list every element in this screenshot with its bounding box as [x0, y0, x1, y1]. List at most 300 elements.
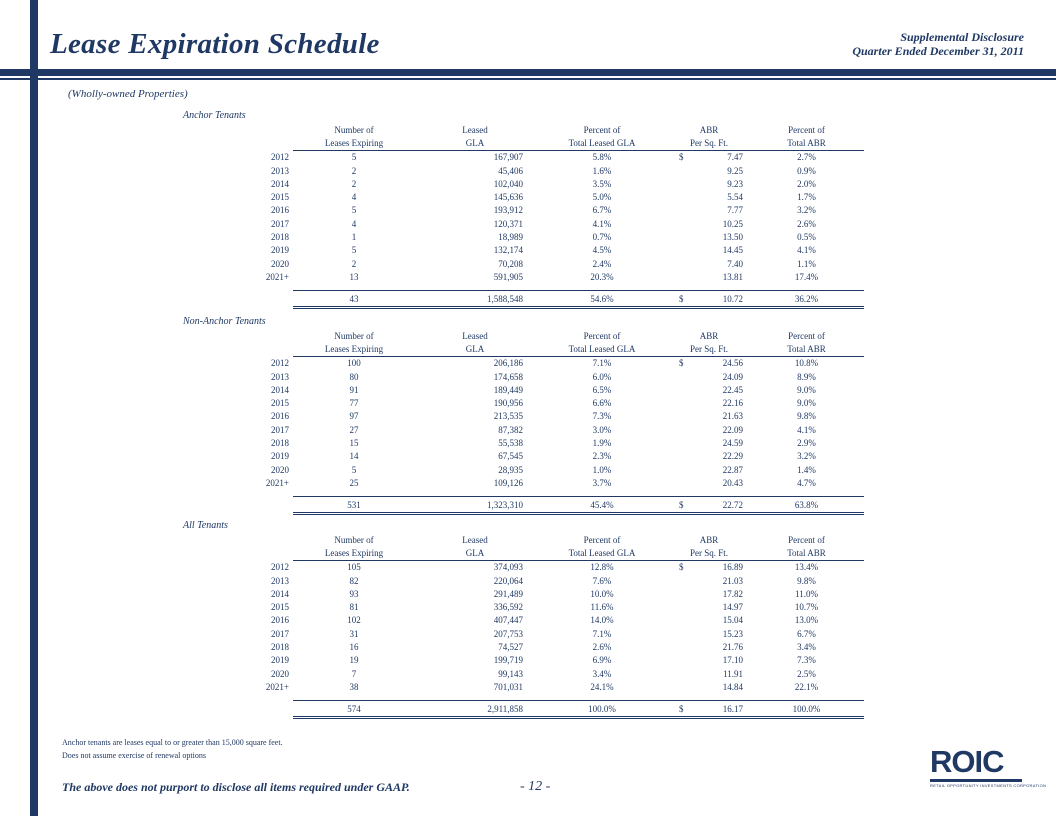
gla-cell: 220,064: [493, 575, 523, 586]
leases-cell: 16: [349, 642, 359, 653]
gla-cell: 199,719: [493, 655, 523, 666]
gla-cell: 407,447: [493, 615, 523, 626]
table-row: [183, 204, 864, 217]
currency-symbol: $: [679, 704, 684, 715]
total-gla: 1,323,310: [415, 496, 535, 513]
leases-cell: 7: [351, 668, 357, 679]
abr-cell: [669, 627, 749, 640]
gla-cell: 28,935: [498, 464, 523, 475]
table-row: [183, 230, 864, 243]
abr-cell: [669, 257, 749, 270]
tot-cell: 17.4%: [794, 271, 819, 282]
abr-value: 22.16: [722, 398, 743, 409]
pct-cell: 3.7%: [592, 477, 612, 488]
gla-cell: 174,658: [493, 371, 523, 382]
leases-header: Leases Expiring: [293, 136, 415, 150]
header-row: [183, 342, 864, 356]
header-row: [183, 329, 864, 342]
tot-cell: 3.2%: [797, 205, 816, 216]
gla-cell: 18,989: [498, 232, 523, 243]
table-row: [183, 587, 864, 600]
pct-header: Percent of: [583, 534, 621, 545]
year-cell: 2016: [271, 411, 289, 422]
table-row: [183, 270, 864, 283]
tot-cell: 4.1%: [797, 424, 816, 435]
table-row: [183, 667, 864, 680]
abr-value: 16.17: [722, 704, 743, 715]
leases-header: Leases Expiring: [293, 342, 415, 356]
year-header: [183, 136, 293, 150]
year-cell: 2021+: [265, 681, 289, 692]
year-header: [183, 123, 293, 136]
gla-cell: 336,592: [493, 602, 523, 613]
tot-header: Total ABR: [749, 342, 864, 356]
section-label: Non-Anchor Tenants: [183, 316, 266, 327]
abr-value: 17.82: [722, 588, 743, 599]
abr-cell: [669, 164, 749, 177]
table-row: [183, 640, 864, 653]
abr-header: ABR: [699, 330, 719, 341]
tot-cell: 2.6%: [797, 218, 816, 229]
leases-cell: 19: [349, 655, 359, 666]
tot-cell: 2.9%: [797, 438, 816, 449]
tot-cell: 4.1%: [797, 245, 816, 256]
pct-cell: 1.9%: [592, 438, 612, 449]
pct-cell: 1.6%: [592, 165, 612, 176]
leases-cell: 80: [349, 371, 359, 382]
abr-value: 17.10: [722, 655, 743, 666]
abr-cell: [669, 410, 749, 423]
abr-cell: [669, 614, 749, 627]
year-cell: 2015: [271, 398, 289, 409]
gla-header: GLA: [415, 136, 535, 150]
gla-cell: 55,538: [498, 438, 523, 449]
abr-value: 15.04: [722, 615, 743, 626]
pct-cell: 10.0%: [590, 588, 614, 599]
tot-cell: 13.4%: [794, 562, 819, 573]
abr-cell: [669, 587, 749, 600]
gla-cell: 167,907: [493, 152, 523, 163]
leases-cell: 2: [351, 258, 357, 269]
abr-value: 16.89: [722, 562, 743, 573]
gla-cell: 193,912: [493, 205, 523, 216]
table-row: [183, 560, 864, 574]
table-row: [183, 396, 864, 409]
supplemental-label: Supplemental Disclosure: [900, 30, 1024, 44]
abr-value: 14.97: [722, 602, 743, 613]
abr-header: Per Sq. Ft.: [669, 546, 749, 560]
abr-value: 9.23: [727, 178, 743, 189]
footnotes: [62, 736, 283, 762]
pct-cell: 2.3%: [592, 451, 612, 462]
leases-cell: 1: [351, 232, 357, 243]
abr-cell: [669, 463, 749, 476]
leases-cell: 4: [351, 218, 357, 229]
table-row: [183, 150, 864, 164]
pct-cell: 3.4%: [592, 668, 612, 679]
gla-cell: 207,753: [493, 628, 523, 639]
year-cell: 2013: [271, 165, 289, 176]
year-cell: 2012: [271, 561, 289, 572]
total-row: [183, 700, 864, 717]
tot-cell: 9.0%: [797, 398, 816, 409]
table-row: [183, 164, 864, 177]
leases-cell: 25: [349, 477, 359, 488]
abr-value: 7.47: [727, 152, 743, 163]
year-cell: 2019: [271, 245, 289, 256]
leases-header: Leases Expiring: [293, 546, 415, 560]
table-row: [183, 627, 864, 640]
header-right: [852, 30, 1024, 58]
tot-cell: 9.0%: [797, 384, 816, 395]
tot-cell: 10.7%: [794, 602, 819, 613]
year-cell: 2017: [271, 218, 289, 229]
subtitle: (Wholly-owned Properties): [68, 88, 188, 100]
abr-cell: [669, 600, 749, 613]
leases-cell: 97: [349, 411, 359, 422]
logo-wordmark: ROIC: [930, 744, 1004, 779]
pct-cell: 6.0%: [592, 371, 612, 382]
left-accent-bar: [30, 0, 38, 816]
table-row: [183, 423, 864, 436]
abr-cell: [669, 177, 749, 190]
gla-cell: 120,371: [493, 218, 523, 229]
leases-cell: 4: [351, 192, 357, 203]
tot-cell: 11.0%: [795, 588, 818, 599]
abr-header: Per Sq. Ft.: [669, 136, 749, 150]
year-cell: 2017: [271, 628, 289, 639]
abr-cell: [669, 217, 749, 230]
abr-value: 24.59: [722, 438, 743, 449]
total-tot: 36.2%: [749, 290, 864, 307]
total-gla: 1,588,548: [415, 290, 535, 307]
page-number: - 12 -: [520, 779, 551, 794]
footnote: Anchor tenants are leases equal to or greater than 15,000 square feet.: [62, 738, 283, 747]
abr-value: 9.25: [727, 165, 743, 176]
abr-cell: [669, 150, 749, 164]
table-row: [183, 654, 864, 667]
abr-value: 22.09: [722, 424, 743, 435]
tot-cell: 1.4%: [797, 464, 816, 475]
leases-header: Number of: [334, 124, 374, 135]
gla-cell: 291,489: [493, 588, 523, 599]
pct-cell: 6.7%: [592, 205, 612, 216]
pct-cell: 6.6%: [592, 398, 612, 409]
tot-cell: 1.1%: [797, 258, 816, 269]
gla-cell: 189,449: [493, 384, 523, 395]
pct-cell: 24.1%: [590, 681, 614, 692]
lease-table: [183, 123, 864, 309]
gla-cell: 206,186: [493, 358, 523, 369]
section-label: Anchor Tenants: [183, 110, 246, 121]
abr-value: 5.54: [727, 192, 743, 203]
pct-cell: 6.5%: [592, 384, 612, 395]
leases-cell: 100: [347, 358, 361, 369]
tot-cell: 9.8%: [797, 411, 816, 422]
section-non-anchor: [183, 316, 883, 515]
tot-cell: 13.0%: [794, 615, 819, 626]
gla-header: GLA: [415, 342, 535, 356]
header-row: [183, 123, 864, 136]
tot-cell: 9.8%: [797, 575, 816, 586]
abr-cell: [669, 356, 749, 370]
leases-cell: 5: [351, 245, 357, 256]
abr-cell: [669, 370, 749, 383]
abr-cell: [669, 204, 749, 217]
abr-cell: [669, 396, 749, 409]
currency-symbol: $: [679, 152, 684, 163]
leases-cell: 2: [351, 165, 357, 176]
gla-cell: 99,143: [498, 668, 523, 679]
logo-rule: [930, 779, 1022, 782]
tot-header: Percent of: [788, 534, 825, 545]
leases-cell: 77: [349, 398, 359, 409]
abr-value: 22.45: [722, 384, 743, 395]
gla-cell: 213,535: [493, 411, 523, 422]
abr-value: 24.09: [722, 371, 743, 382]
table-row: [183, 476, 864, 489]
pct-cell: 12.8%: [590, 562, 614, 573]
table-row: [183, 383, 864, 396]
table-row: [183, 450, 864, 463]
pct-cell: 1.0%: [592, 464, 612, 475]
leases-cell: 38: [349, 681, 359, 692]
abr-cell: [669, 680, 749, 693]
tot-cell: 2.5%: [797, 668, 816, 679]
gla-cell: 45,406: [498, 165, 523, 176]
gla-cell: 70,208: [498, 258, 523, 269]
abr-value: 10.72: [722, 294, 743, 305]
total-row: [183, 496, 864, 513]
table-row: [183, 257, 864, 270]
gla-cell: 109,126: [493, 477, 523, 488]
year-header: [183, 533, 293, 546]
abr-cell: [669, 244, 749, 257]
table-row: [183, 244, 864, 257]
abr-value: 10.25: [722, 218, 743, 229]
tot-cell: 0.5%: [797, 232, 816, 243]
pct-cell: 4.1%: [592, 218, 612, 229]
abr-cell: [669, 476, 749, 489]
gla-cell: 102,040: [493, 178, 523, 189]
table-row: [183, 436, 864, 449]
total-abr: [669, 496, 749, 513]
table-row: [183, 600, 864, 613]
abr-value: 22.87: [722, 464, 743, 475]
tot-cell: 2.7%: [797, 152, 816, 163]
year-cell: 2013: [271, 371, 289, 382]
currency-symbol: $: [679, 500, 684, 511]
gla-header: Leased: [462, 330, 488, 341]
abr-value: 7.40: [727, 258, 743, 269]
header-row: [183, 533, 864, 546]
leases-cell: 31: [349, 628, 359, 639]
year-cell: 2019: [271, 451, 289, 462]
leases-cell: 2: [351, 178, 357, 189]
quarter-label: Quarter Ended December 31, 2011: [852, 44, 1024, 58]
pct-header: Total Leased GLA: [535, 546, 669, 560]
pct-cell: 2.6%: [592, 642, 612, 653]
gla-header: Leased: [462, 124, 488, 135]
leases-cell: 105: [347, 562, 361, 573]
abr-value: 15.23: [722, 628, 743, 639]
leases-cell: 14: [349, 451, 359, 462]
abr-value: 13.81: [722, 271, 743, 282]
gla-cell: 132,174: [493, 245, 523, 256]
year-cell: 2018: [271, 438, 289, 449]
roic-logo: [930, 744, 1047, 790]
pct-cell: 11.6%: [590, 602, 614, 613]
abr-cell: [669, 230, 749, 243]
abr-cell: [669, 450, 749, 463]
abr-value: 11.91: [723, 668, 743, 679]
gaap-disclaimer: The above does not purport to disclose all items required under GAAP.: [62, 780, 410, 794]
pct-header: Percent of: [583, 330, 621, 341]
total-pct: 54.6%: [535, 290, 669, 307]
pct-cell: 5.8%: [592, 152, 612, 163]
table-row: [183, 463, 864, 476]
gla-header: GLA: [415, 546, 535, 560]
abr-value: 20.43: [722, 477, 743, 488]
tot-cell: 3.2%: [797, 451, 816, 462]
tot-cell: 4.7%: [797, 477, 816, 488]
year-cell: 2021+: [265, 271, 289, 282]
leases-header: Number of: [334, 534, 374, 545]
tot-cell: 7.3%: [797, 655, 816, 666]
header-row: [183, 136, 864, 150]
abr-value: 21.76: [722, 642, 743, 653]
pct-cell: 7.6%: [592, 575, 612, 586]
table-row: [183, 356, 864, 370]
year-cell: 2020: [271, 668, 289, 679]
tot-cell: 8.9%: [797, 371, 816, 382]
pct-cell: 14.0%: [590, 615, 614, 626]
abr-value: 7.77: [727, 205, 743, 216]
section-anchor: [183, 110, 883, 309]
tot-cell: 6.7%: [797, 628, 816, 639]
tot-header: Total ABR: [749, 546, 864, 560]
abr-cell: [669, 436, 749, 449]
year-cell: 2014: [271, 588, 289, 599]
pct-header: Percent of: [583, 124, 621, 135]
year-cell: 2013: [271, 575, 289, 586]
logo-tagline: RETAIL OPPORTUNITY INVESTMENTS CORPORATION: [930, 783, 1047, 788]
section-label: All Tenants: [183, 520, 228, 531]
year-cell: 2014: [271, 178, 289, 189]
gla-cell: 67,545: [498, 451, 523, 462]
abr-value: 14.84: [722, 681, 743, 692]
year-header: [183, 546, 293, 560]
header-rule: [0, 69, 1056, 76]
currency-symbol: $: [679, 562, 684, 573]
gla-cell: 74,527: [498, 642, 523, 653]
year-cell: 2019: [271, 655, 289, 666]
year-cell: 2014: [271, 384, 289, 395]
leases-cell: 5: [351, 205, 357, 216]
year-header: [183, 342, 293, 356]
abr-cell: [669, 574, 749, 587]
header-row: [183, 546, 864, 560]
year-cell: 2018: [271, 232, 289, 243]
leases-cell: 27: [349, 424, 359, 435]
pct-cell: 3.0%: [592, 424, 612, 435]
abr-cell: [669, 560, 749, 574]
pct-cell: 5.0%: [592, 192, 612, 203]
gla-cell: 374,093: [493, 562, 523, 573]
total-leases: 531: [293, 496, 415, 513]
abr-cell: [669, 654, 749, 667]
abr-header: ABR: [699, 534, 719, 545]
abr-value: 24.56: [722, 358, 743, 369]
abr-cell: [669, 270, 749, 283]
pct-header: Total Leased GLA: [535, 342, 669, 356]
leases-cell: 5: [351, 464, 357, 475]
abr-value: 13.50: [722, 232, 743, 243]
section-all: [183, 520, 883, 719]
table-row: [183, 680, 864, 693]
abr-value: 21.63: [722, 411, 743, 422]
pct-cell: 0.7%: [592, 232, 612, 243]
abr-cell: [669, 667, 749, 680]
total-abr: [669, 700, 749, 717]
currency-symbol: $: [679, 358, 684, 369]
total-abr: [669, 290, 749, 307]
abr-cell: [669, 423, 749, 436]
tot-cell: 1.7%: [797, 192, 816, 203]
leases-cell: 81: [349, 602, 359, 613]
leases-header: Number of: [334, 330, 374, 341]
leases-cell: 93: [349, 588, 359, 599]
footnote: Does not assume exercise of renewal options: [62, 751, 206, 760]
pct-cell: 2.4%: [592, 258, 612, 269]
year-cell: 2016: [271, 205, 289, 216]
year-cell: 2015: [271, 602, 289, 613]
total-leases: 43: [293, 290, 415, 307]
leases-cell: 102: [347, 615, 361, 626]
abr-header: Per Sq. Ft.: [669, 342, 749, 356]
tot-header: Total ABR: [749, 136, 864, 150]
gla-header: Leased: [462, 534, 488, 545]
year-cell: 2020: [271, 464, 289, 475]
year-cell: 2015: [271, 192, 289, 203]
year-cell: 2012: [271, 151, 289, 162]
tot-cell: 3.4%: [797, 642, 816, 653]
total-row: [183, 290, 864, 307]
abr-value: 14.45: [722, 245, 743, 256]
total-tot: 63.8%: [749, 496, 864, 513]
pct-cell: 3.5%: [592, 178, 612, 189]
currency-symbol: $: [679, 294, 684, 305]
abr-value: 21.03: [722, 575, 743, 586]
year-cell: 2017: [271, 424, 289, 435]
tot-header: Percent of: [788, 330, 825, 341]
table-row: [183, 574, 864, 587]
gla-cell: 145,636: [493, 192, 523, 203]
table-row: [183, 190, 864, 203]
gla-cell: 190,956: [493, 398, 523, 409]
total-gla: 2,911,858: [415, 700, 535, 717]
abr-header: ABR: [699, 124, 719, 135]
table-row: [183, 177, 864, 190]
gla-cell: 87,382: [498, 424, 523, 435]
page-title: Lease Expiration Schedule: [50, 28, 380, 60]
total-pct: 45.4%: [535, 496, 669, 513]
abr-cell: [669, 640, 749, 653]
tot-cell: 0.9%: [797, 165, 816, 176]
year-cell: 2016: [271, 615, 289, 626]
abr-cell: [669, 190, 749, 203]
total-leases: 574: [293, 700, 415, 717]
